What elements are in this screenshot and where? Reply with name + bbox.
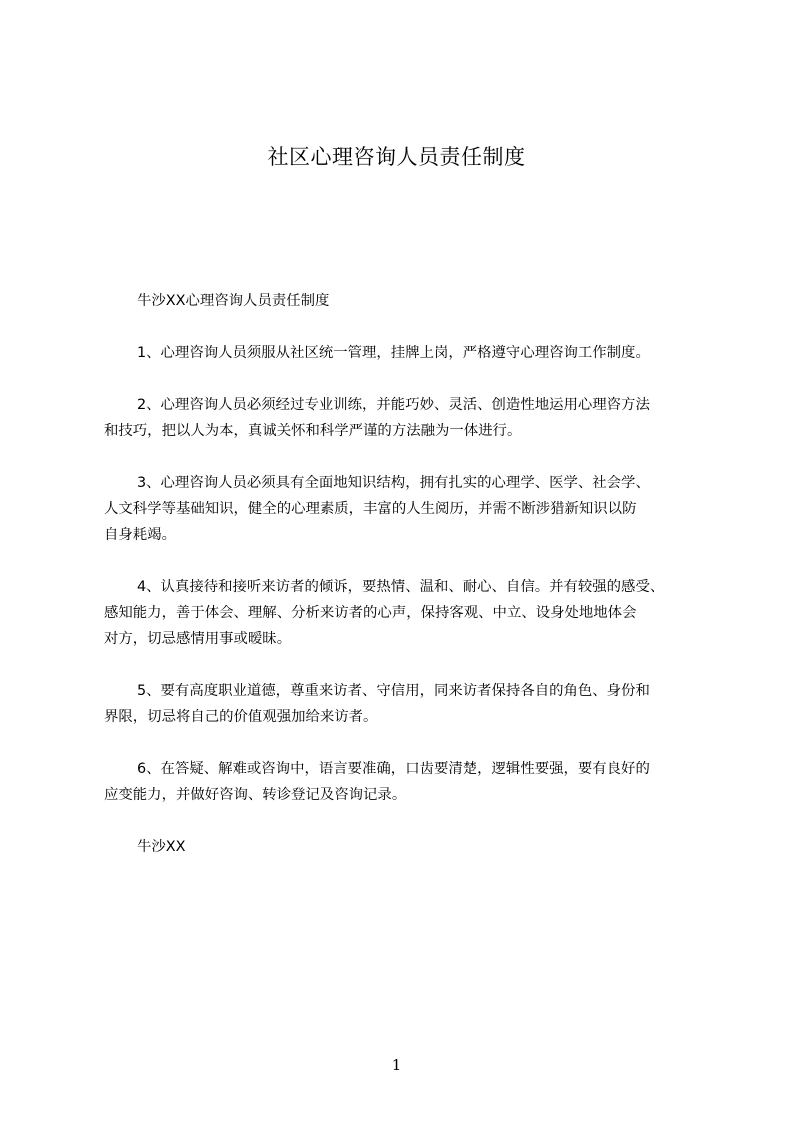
clause-6 xyxy=(104,756,724,808)
clause-3-line-2: 人文科学等基础知识，健全的心理素质，丰富的人生阅历，并需不断涉猎新知识以防 xyxy=(104,501,637,517)
clause-6-line-1: 6、在答疑、解难或咨询中，语言要准确，口齿要清楚，逻辑性要强，要有良好的 xyxy=(137,761,650,777)
clause-5-line-1: 5、要有高度职业道德，尊重来访者、守信用，同来访者保持各自的角色、身份和 xyxy=(137,683,650,699)
document-body xyxy=(104,288,724,886)
clause-2-line-2: 和技巧，把以人为本，真诚关怀和科学严谨的方法融为一体进行。 xyxy=(104,423,522,439)
clause-2 xyxy=(104,392,724,444)
clause-6-line-2: 应变能力，并做好咨询、转诊登记及咨询记录。 xyxy=(104,787,407,803)
clause-3-line-1: 3、心理咨询人员必须具有全面地知识结构，拥有扎实的心理学、医学、社会学、 xyxy=(137,475,650,491)
clause-1 xyxy=(104,340,724,366)
document-subtitle: 牛沙XX心理咨询人员责任制度 xyxy=(137,293,330,309)
document-title: 社区心理咨询人员责任制度 xyxy=(267,145,526,169)
clause-4-line-1: 4、认真接待和接听来访者的倾诉，要热情、温和、耐心、自信。并有较强的感受、 xyxy=(137,579,665,595)
document-signature: 牛沙XX xyxy=(137,839,186,855)
clause-3 xyxy=(104,470,724,548)
page-number: 1 xyxy=(391,1056,402,1074)
clause-2-line-1: 2、心理咨询人员必须经过专业训练，并能巧妙、灵活、创造性地运用心理咨方法 xyxy=(137,397,650,413)
clause-4-line-2: 感知能力，善于体会、理解、分析来访者的心声，保持客观、中立、设身处地地体会 xyxy=(104,605,637,621)
clause-5-line-2: 界限，切忌将自己的价值观强加给来访者。 xyxy=(104,709,378,725)
clause-4-line-3: 对方，切忌感情用事或暧昧。 xyxy=(104,631,292,647)
clause-4 xyxy=(104,574,724,652)
clause-5 xyxy=(104,678,724,730)
clause-3-line-3: 自身耗竭。 xyxy=(104,527,176,543)
clause-1-line-1: 1、心理咨询人员须服从社区统一管理，挂牌上岗，严格遵守心理咨询工作制度。 xyxy=(137,345,650,361)
